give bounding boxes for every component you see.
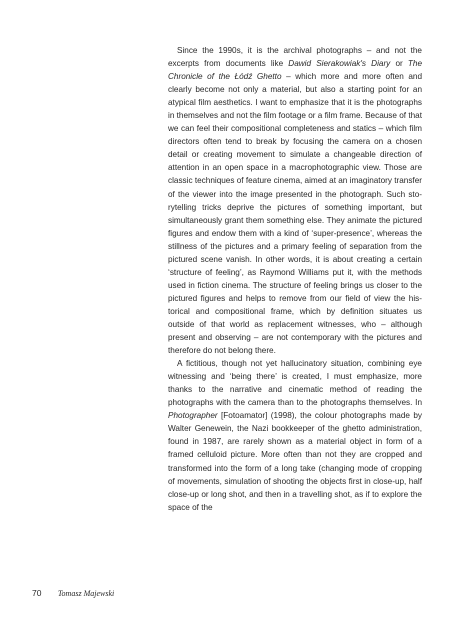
page-footer: [32, 588, 114, 598]
running-author: Tomasz Majewski: [57, 589, 115, 598]
paragraph-2: [168, 357, 422, 514]
paragraph-1-text-c: – which more and more often and clearly become not only a material, but also a starting point for an atypical film aesthetics. I want to emphasize that it is the photographs in themselves and not the film footage or a film frame. Because of that we can feel their compositional completeness and statics – which film directors often tend to break by focusing the camera on a chosen detail or creating movement to simulate a changeable direction of attention in an open space in a macrophotographic view. Those are classic techniques of feature cinema, aimed at an imaginatory transfer of the viewer into the image presented in the photograph. Such storytelling tricks deprive the pictures of something important, but simultaneously grant them something else. They animate the pictured figures and endow them with a kind of ‘super-presence’, whereas the stillness of the pictures and a primary feeling of separation from the pictured scene vanish. In other words, it is about creating a certain ‘structure of feeling’, as Raymond Williams put it, with the methods used in fiction cinema. The structure of feeling brings us closer to the pictured figures and helps to remove from our field of view the historical and compositional frame, which by definition situates us outside of that world as replacement witnesses, who – although present and observing – are not contemporary with the pictures and therefore do not belong there.: [168, 72, 423, 356]
paragraph-1-text-b: or: [390, 59, 408, 69]
title-photographer: Photographer: [168, 411, 218, 421]
paragraph-1-text-a: Since the 1990s, it is the archival photographs – and not the excerpts from documents like: [168, 46, 422, 69]
paragraph-1: [168, 44, 422, 357]
title-lodz-ghetto-chronicle: The Chronicle of the Łódź Ghetto: [168, 59, 422, 82]
body-text: [168, 44, 422, 514]
title-sierakowiak-diary: Dawid Sierakowiak's Diary: [288, 59, 391, 69]
paragraph-2-text-b: [Fotoamator] (1998), the colour photographs made by Walter Genewein, the Nazi bookkeeper of the ghetto administration, found in 1987, are rarely shown as a material object in form of a framed celluloid picture. More often than not they are cropped and transformed into the form of a long take (changing mode of cropping of movements, simulation of shooting the objects first in close-up, half close-up or long shot, and then in a travelling shot, as if to explore the space of the: [168, 411, 422, 512]
paragraph-2-text-a: A fictitious, though not yet hallucinatory situation, combining eye witnessing and ‘being there’ is created, I must emphasize, more thanks to the narrative and cinematic method of reading the photographs with the camera than to the photographs themselves. In: [168, 359, 422, 408]
page-number: 70: [32, 588, 42, 598]
